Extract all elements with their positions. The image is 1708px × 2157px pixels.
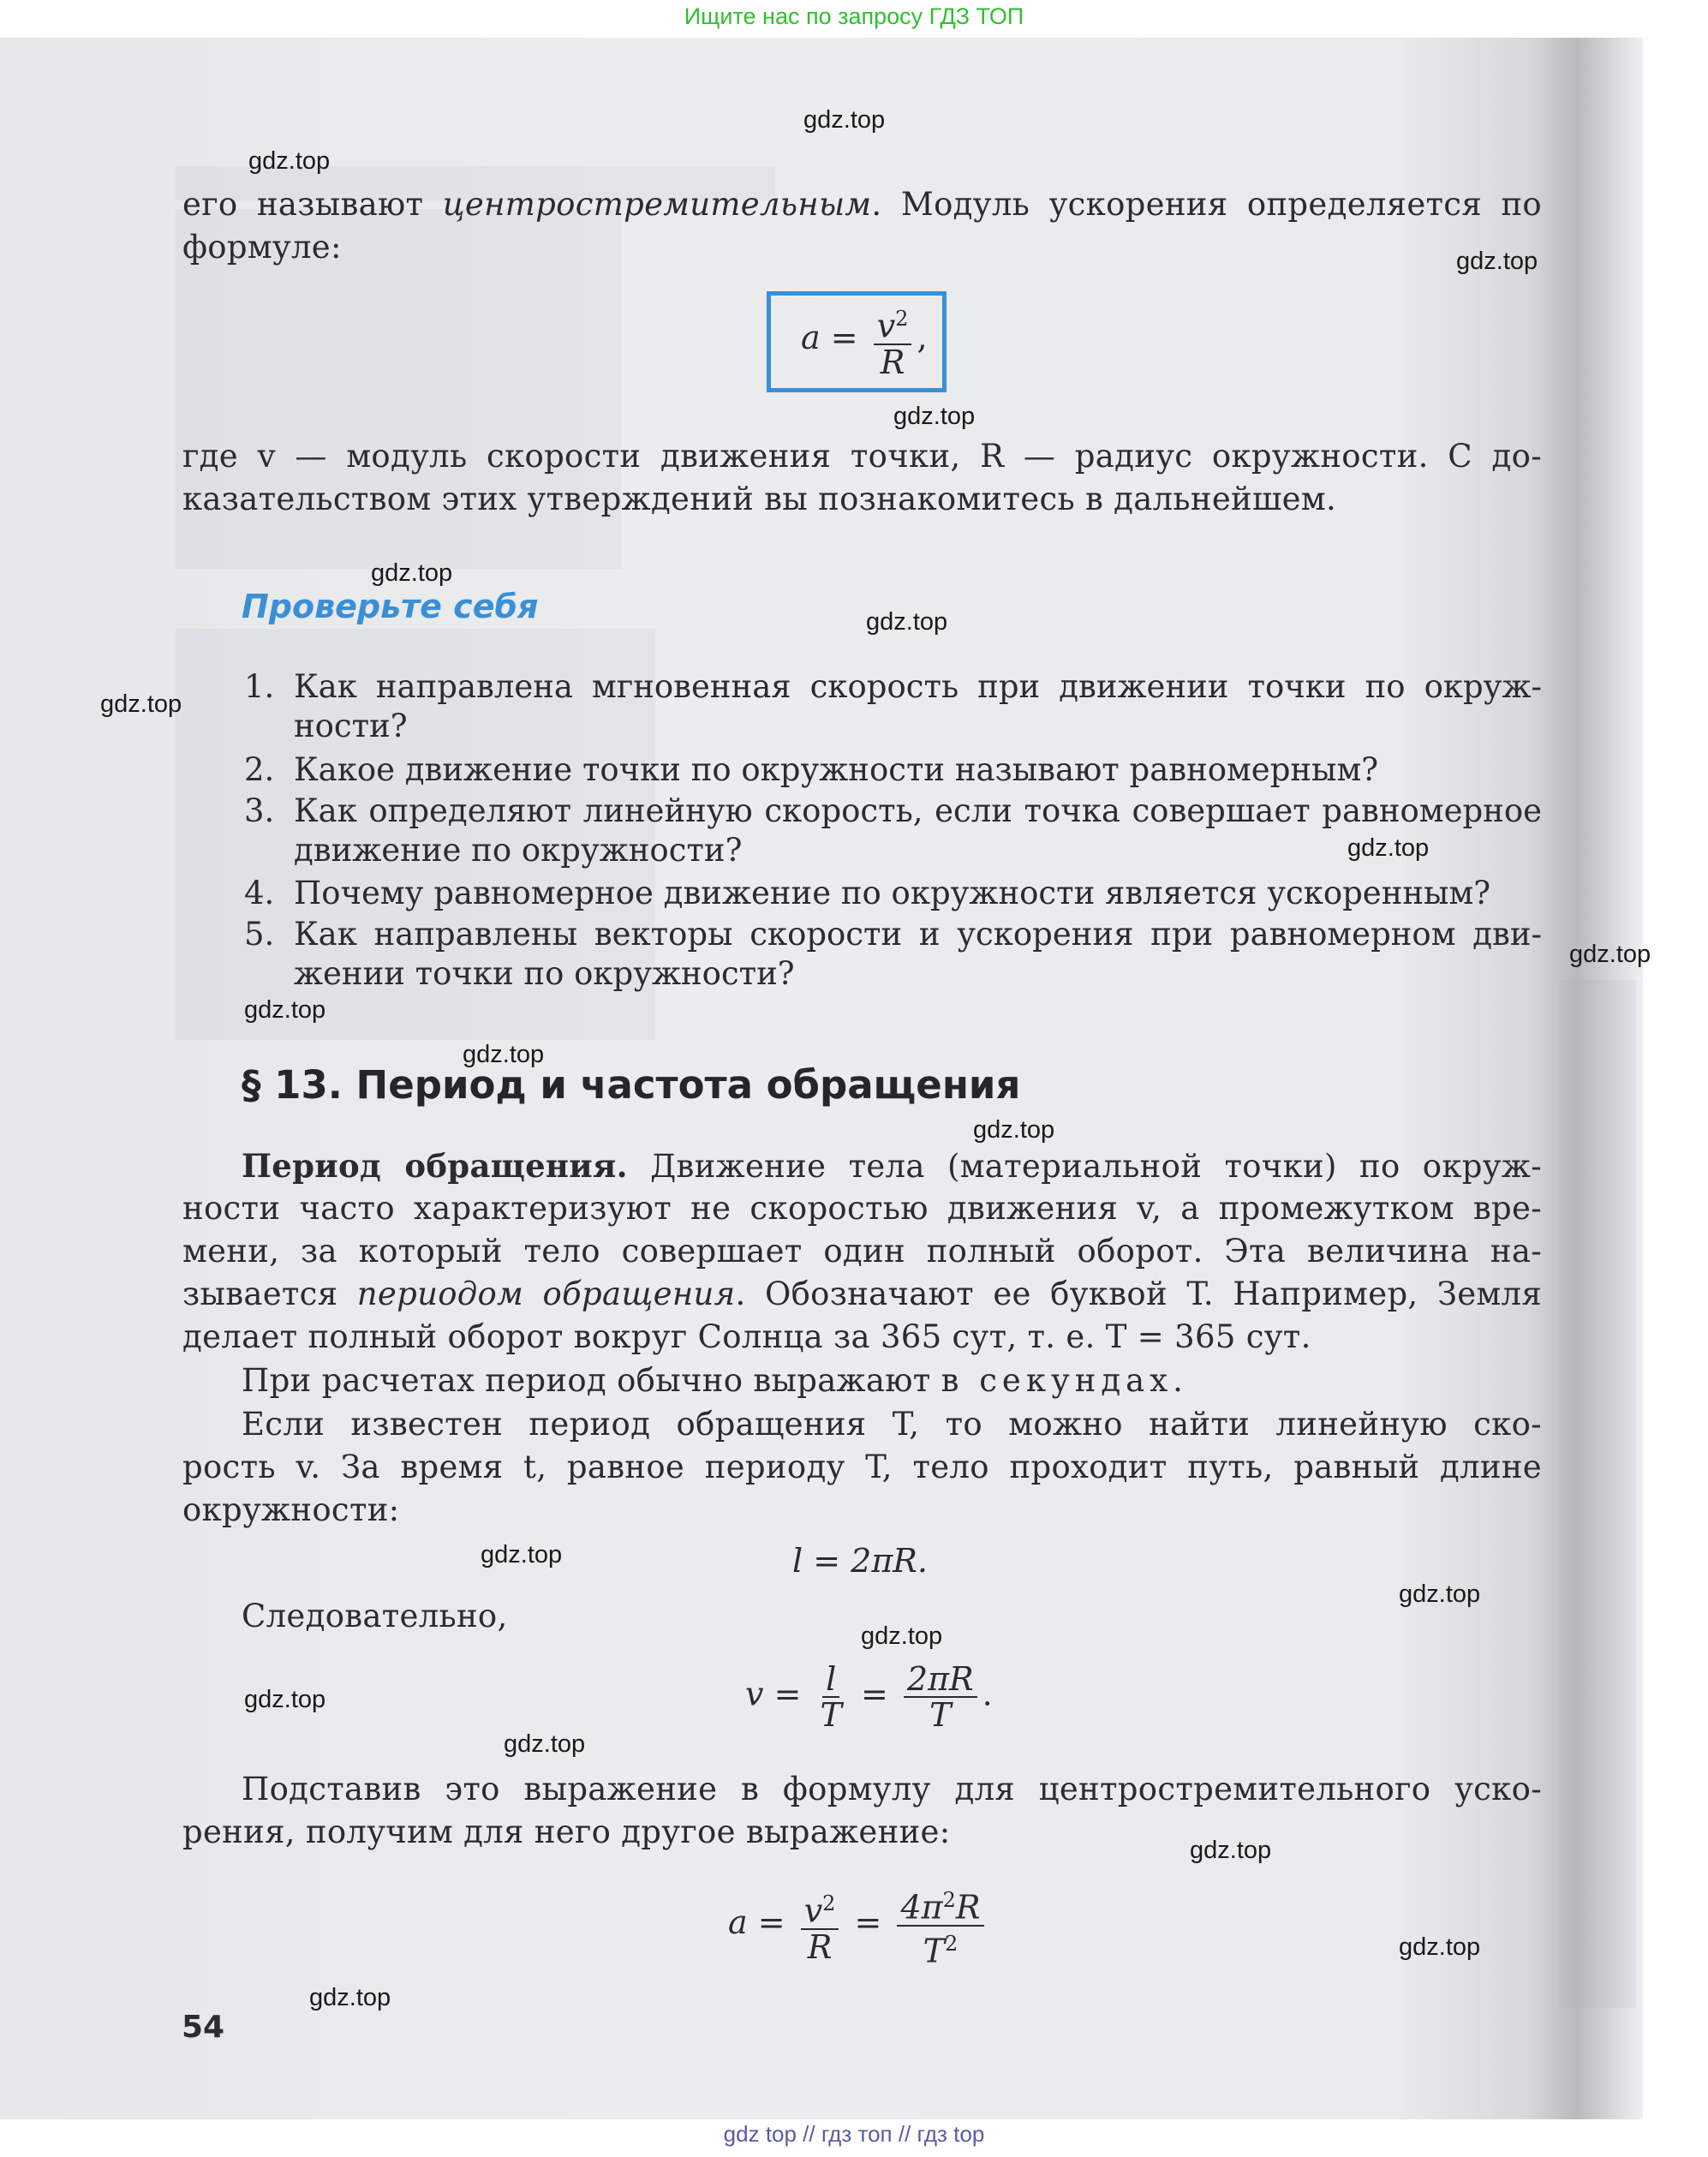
paragraph-line: делает полный оборот вокруг Солнца за 365 сут, т. е. T = 365 сут. bbox=[182, 1318, 1311, 1355]
paragraph-line: мени, за который тело совершает один полный оборот. Эта величина на- bbox=[182, 1233, 1542, 1270]
question-line: Какое движение точки по окружности называют равномерным? bbox=[294, 751, 1379, 788]
paragraph-line: Подставив это выражение в формулу для центростремительного уско- bbox=[242, 1771, 1542, 1807]
top-banner[interactable]: Ищите нас по запросу ГДЗ ТОП bbox=[684, 3, 1024, 29]
question-line: Как направлена мгновенная скорость при движении точки по окруж- bbox=[294, 668, 1542, 705]
question-line: ности? bbox=[294, 708, 408, 744]
watermark: gdz.top bbox=[309, 1984, 391, 2011]
paragraph-line: его называют центростремительным. Модуль ускорения определяется по bbox=[182, 186, 1542, 223]
page-number: 54 bbox=[182, 2010, 225, 2045]
watermark: gdz.top bbox=[481, 1541, 563, 1568]
paragraph-line: Период обращения. Движение тела (материальной точки) по окруж- bbox=[242, 1147, 1542, 1185]
question-line: жении точки по окружности? bbox=[294, 955, 795, 992]
watermark: gdz.top bbox=[866, 608, 948, 636]
centripetal-period-formula: a = $\frac{v^2}{R}$ = $\frac{4\pi^2R}{T^2}$ bbox=[728, 1883, 989, 1968]
question-number: 1. bbox=[244, 668, 275, 705]
watermark: gdz.top bbox=[463, 1041, 545, 1068]
watermark: gdz.top bbox=[100, 690, 182, 718]
bottom-banner[interactable]: gdz top // гдз топ // гдз top bbox=[723, 2121, 985, 2147]
watermark: gdz.top bbox=[1569, 941, 1651, 968]
question-number: 2. bbox=[244, 751, 275, 788]
watermark: gdz.top bbox=[803, 106, 886, 134]
question-line: Как определяют линейную скорость, если точка совершает равномерное bbox=[294, 792, 1542, 829]
watermark: gdz.top bbox=[504, 1730, 586, 1758]
check-yourself-heading: Проверьте себя bbox=[242, 588, 539, 625]
question-line: движение по окружности? bbox=[294, 832, 743, 869]
paragraph-line: При расчетах период обычно выражают в секундах. bbox=[242, 1362, 1184, 1399]
paragraph-line: Если известен период обращения T, то можно найти линейную ско- bbox=[242, 1406, 1542, 1443]
paragraph-line: формуле: bbox=[182, 229, 342, 266]
paragraph-line: Следовательно, bbox=[242, 1598, 508, 1634]
bleed-through bbox=[1559, 980, 1636, 2008]
circumference-formula: l = 2πR. bbox=[792, 1542, 928, 1580]
watermark: gdz.top bbox=[244, 996, 326, 1024]
watermark: gdz.top bbox=[861, 1622, 943, 1650]
paragraph-line: окружности: bbox=[182, 1491, 400, 1528]
watermark: gdz.top bbox=[371, 559, 453, 587]
watermark: gdz.top bbox=[1347, 834, 1430, 862]
question-line: Почему равномерное движение по окружности является ускоренным? bbox=[294, 875, 1491, 911]
section-heading: § 13. Период и частота обращения bbox=[242, 1062, 1021, 1108]
paragraph-line: рость v. За время t, равное периоду T, тело проходит путь, равный длине bbox=[182, 1449, 1542, 1485]
question-line: Как направлены векторы скорости и ускорения при равномерном дви- bbox=[294, 916, 1542, 953]
paragraph-line: казательством этих утверждений вы познакомитесь в дальнейшем. bbox=[182, 481, 1337, 517]
watermark: gdz.top bbox=[1190, 1837, 1272, 1864]
paragraph-line: зывается периодом обращения. Обозначают ее буквой T. Например, Земля bbox=[182, 1276, 1542, 1312]
question-number: 3. bbox=[244, 792, 275, 829]
question-number: 5. bbox=[244, 916, 275, 953]
paragraph-line: рения, получим для него другое выражение: bbox=[182, 1813, 951, 1850]
centripetal-formula: a = $\frac{v^2}{R}$ , bbox=[801, 302, 928, 379]
watermark: gdz.top bbox=[893, 403, 976, 430]
watermark: gdz.top bbox=[1399, 1580, 1481, 1608]
question-number: 4. bbox=[244, 875, 275, 911]
watermark: gdz.top bbox=[1399, 1933, 1481, 1961]
velocity-formula: v = $\frac{l}{T}$ = $\frac{2\pi R}{T}$ . bbox=[745, 1660, 993, 1734]
paragraph-line: ности часто характеризуют не скоростью движения v, а промежутком вре- bbox=[182, 1190, 1542, 1227]
watermark: gdz.top bbox=[1456, 248, 1538, 275]
watermark: gdz.top bbox=[973, 1116, 1055, 1144]
watermark: gdz.top bbox=[248, 147, 331, 175]
paragraph-line: где v — модуль скорости движения точки, R — радиус окружности. С до- bbox=[182, 438, 1542, 475]
watermark: gdz.top bbox=[244, 1686, 326, 1713]
